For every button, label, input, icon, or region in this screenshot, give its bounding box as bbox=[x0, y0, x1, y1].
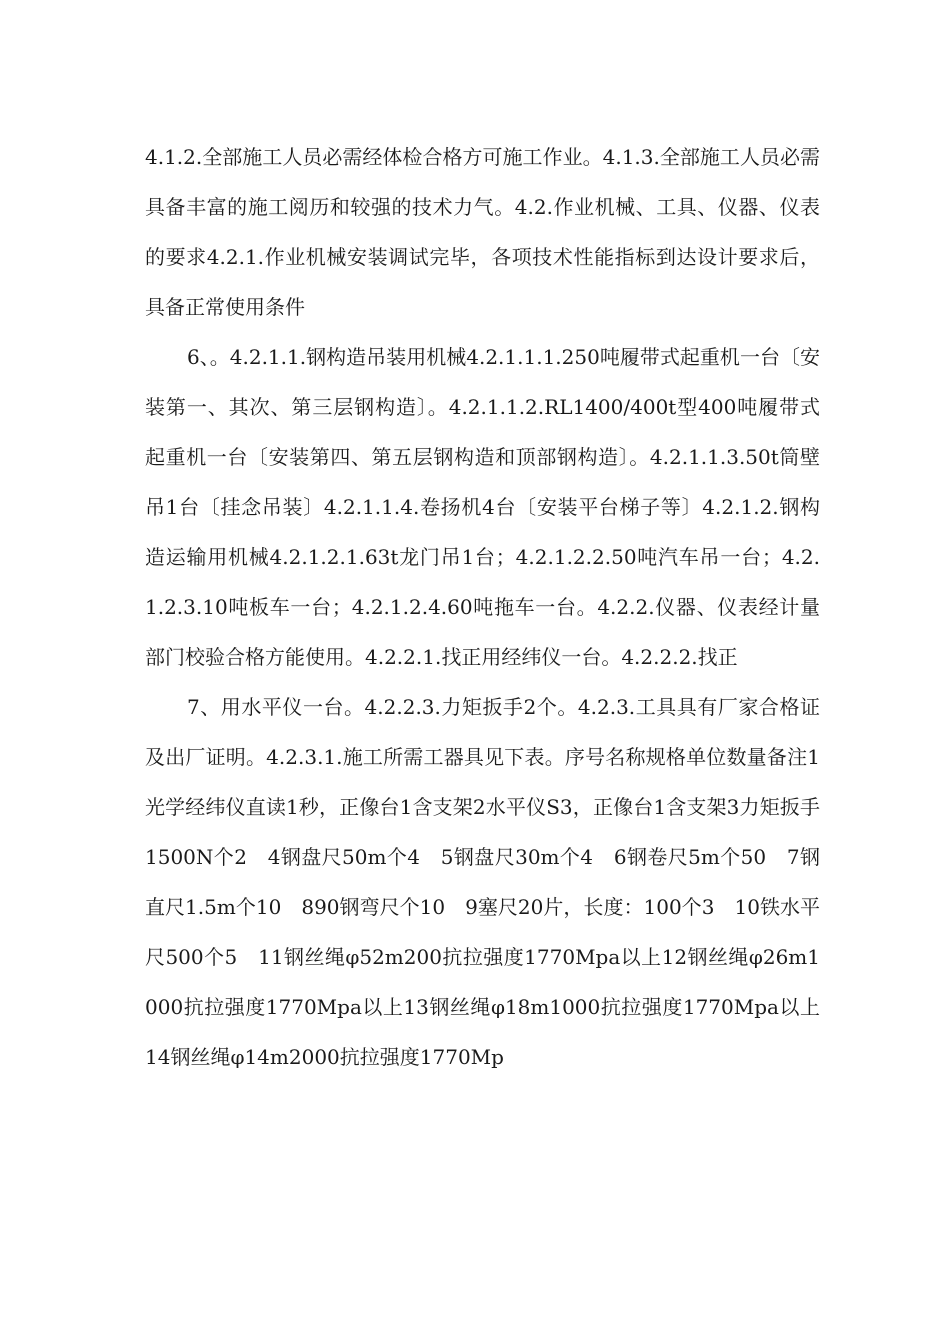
paragraph-3: 7、用水平仪一台。4.2.2.3.力矩扳手2个。4.2.3.工具具有厂家合格证及出厂证明。4.2.3.1.施工所需工器具见下表。序号名称规格单位数量备注1光学经纬仪直读1秒，正像台1含支架2水平仪S3，正像台1含支架3力矩扳手1500N个2 4钢盘尺50m个4 5钢盘尺30m个4 6钢卷尺5m个50 7钢直尺1.5m个10 890钢弯尺个10 9塞尺20片，长度：100个3 10铁水平尺500个5 11钢丝绳φ52m200抗拉强度1770Mpa以上12钢丝绳φ26m1000抗拉强度1770Mpa以上13钢丝绳φ18m1000抗拉强度1770Mpa以上14钢丝绳φ14m2000抗拉强度1770Mp bbox=[145, 695, 820, 1069]
paragraph-2: 6、。4.2.1.1.钢构造吊装用机械4.2.1.1.1.250吨履带式起重机一台〔安装第一、其次、第三层钢构造〕。4.2.1.1.2.RL1400/400t型400吨履带式起重机一台〔安装第四、第五层钢构造和顶部钢构造〕。4.2.1.1.3.50t筒壁吊1台〔挂念吊装〕4.2.1.1.4.卷扬机4台〔安装平台梯子等〕4.2.1.2.钢构造运输用机械4.2.1.2.1.63t龙门吊1台；4.2.1.2.2.50吨汽车吊一台；4.2.1.2.3.10吨板车一台；4.2.1.2.4.60吨拖车一台。4.2.2.仪器、仪表经计量部门校验合格方能使用。4.2.2.1.找正用经纬仪一台。4.2.2.2.找正 bbox=[145, 345, 820, 669]
document-page bbox=[145, 132, 820, 1082]
paragraph-1: 4.1.2.全部施工人员必需经体检合格方可施工作业。4.1.3.全部施工人员必需具备丰富的施工阅历和较强的技术力气。4.2.作业机械、工具、仪器、仪表的要求4.2.1.作业机械安装调试完毕，各项技术性能指标到达设计要求后，具备正常使用条件 bbox=[145, 145, 820, 319]
